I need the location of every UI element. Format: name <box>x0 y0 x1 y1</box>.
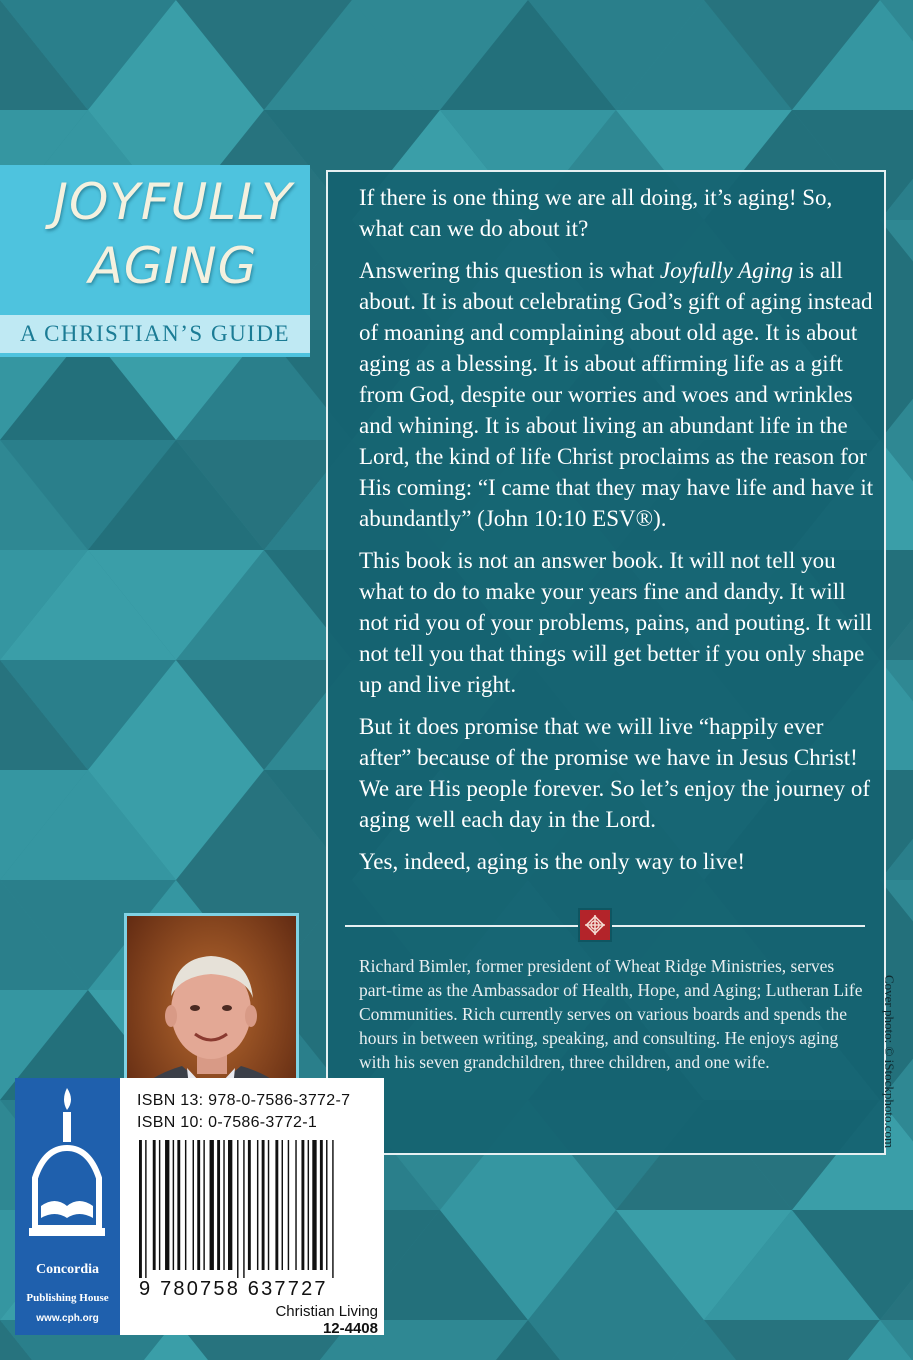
book-title <box>38 170 308 298</box>
concordia-logo-icon <box>15 1078 120 1263</box>
paragraph-2-lead: Answering this question is what <box>359 258 660 283</box>
subtitle-stripe <box>0 353 310 357</box>
description-paragraph-1: If there is one thing we are all doing, it’s aging! So, what can we do about it? <box>359 185 833 241</box>
book-title-line-1: JOYFULLY <box>53 173 293 231</box>
shelf-category: Christian Living <box>275 1303 378 1320</box>
title-reference: Joyfully Aging <box>659 258 793 283</box>
publisher-url: www.cph.org <box>36 1313 99 1324</box>
description-paragraph-4: But it does promise that we will live “happily ever after” because of the promise we have in Jesus Christ! We are His people forever. So let’s enjoy the journey of aging well each day in the Lord. <box>359 714 871 832</box>
ornament-icon <box>578 908 612 942</box>
barcode-bars <box>137 1140 375 1278</box>
description-paragraph-2 <box>359 255 879 534</box>
description-paragraph-3: This book is not an answer book. It will not tell you what to do to make your years fine and dandy. It will not rid you of your problems, pains, and pouting. It will not tell you that things will get better if you only shape up and live right. <box>359 548 872 697</box>
book-title-line-2: AGING <box>88 237 258 295</box>
cover-photo-credit: Cover photo: © iStockphoto.com <box>882 975 897 1149</box>
publisher-subname: Publishing House <box>26 1292 109 1304</box>
book-subtitle: A CHRISTIAN’S GUIDE <box>20 321 290 346</box>
publisher-name: Concordia <box>36 1262 99 1277</box>
description-paragraph-5: Yes, indeed, aging is the only way to live! <box>359 849 746 874</box>
author-bio: Richard Bimler, former president of Wheat Ridge Ministries, serves part-time as the Ambassador of Health, Hope, and Aging; Lutheran Life Communities. Rich currently serves on various boards and spends the hours in between writing, speaking, and consulting. He enjoys aging with his seven grandchildren, three children, and one wife. <box>359 956 863 1072</box>
isbn-10: ISBN 10: 0-7586-3772-1 <box>137 1114 318 1131</box>
product-code: 12-4408 <box>322 1320 378 1337</box>
paragraph-2-body: is all about. It is about celebrating God’s gift of aging instead of moaning and complaining about old age. It is about aging as a blessing. It is about affirming life as a gift from God, despite our worries and woes and wrinkles and whining. It is about living an abundant life in the Lord, the kind of life Christ proclaims as the reason for His coming: “I came that they may have life and have it abundantly” (John 10:10 ESV®). <box>359 258 874 531</box>
book-description <box>359 182 879 888</box>
isbn-13: ISBN 13: 978-0-7586-3772-7 <box>137 1092 351 1109</box>
barcode-digits: 9 780758 637727 <box>139 1278 328 1300</box>
